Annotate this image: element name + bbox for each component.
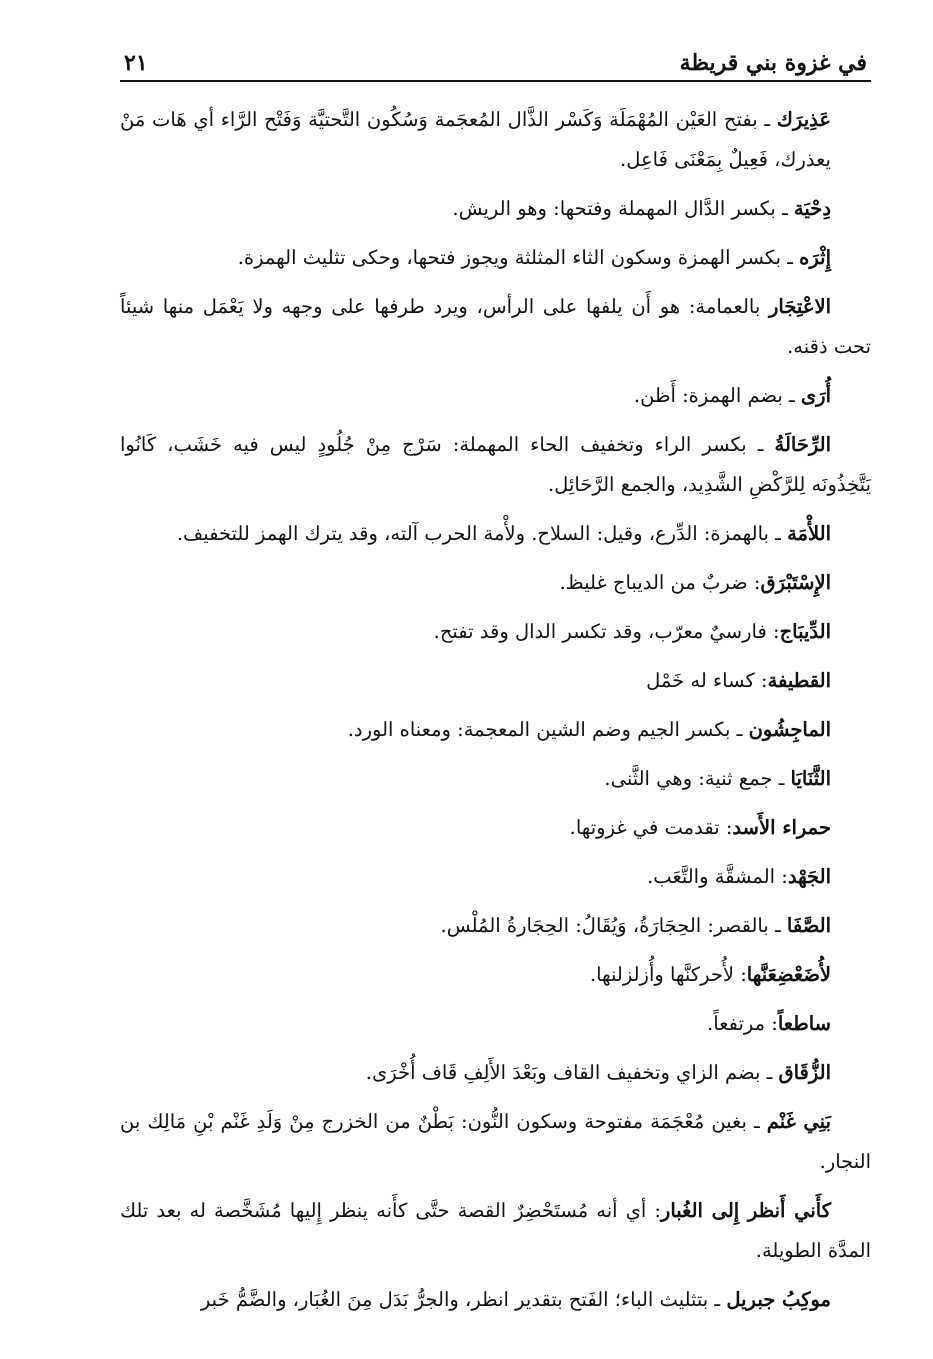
- entry-term: الثَّنَايَا: [790, 767, 831, 790]
- entry-text: ـ بالقصر: الحِجَارَةُ، وَيُقَالُ: الحِجَارةُ المُلْس.: [440, 914, 787, 937]
- entry-term: الصَّفَا: [786, 914, 831, 937]
- glossary-entry: [120, 514, 871, 554]
- entry-term: الرِّحَالَةُ: [774, 433, 831, 456]
- entry-term: ساطعاً: [777, 1012, 831, 1035]
- glossary-entry: [120, 1191, 871, 1271]
- entry-text: : كساء له خَمْل: [646, 669, 768, 692]
- running-title: في غزوة بني قريظة: [679, 50, 867, 76]
- glossary-entry: [120, 287, 871, 367]
- entry-text: : تقدمت في غزوتها.: [569, 816, 733, 839]
- entry-text: ـ بضم الهمزة: أَظن.: [633, 384, 801, 407]
- glossary-entry: [120, 808, 871, 848]
- entry-term: دِحْيَة: [793, 197, 831, 220]
- glossary-entry: [120, 238, 871, 278]
- entry-text: ـ بالهمزة: الدِّرع، وقيل: السلاح. ولأْمة الحرب آلته، وقد يترك الهمز للتخفيف.: [176, 522, 788, 545]
- entry-text: ـ بغين مُعْجَمَة مفتوحة وسكون النُّون: بَطْنٌ من الخزرج مِنْ وَلَدِ غَنْم بْنِ مَالِك بن النجار.: [120, 1110, 871, 1173]
- entry-text: ـ جمع ثنية: وهي الثَّنى.: [604, 767, 791, 790]
- book-page: [120, 40, 871, 1339]
- entry-text: : فارسيٌ معرّب، وقد تكسر الدال وقد تفتح.: [433, 620, 780, 643]
- entry-term: حمراء الأَسد: [732, 816, 831, 839]
- glossary-entry: [120, 1102, 871, 1182]
- entry-text: : أي أنه مُستَحْضِرٌ القصة حتَّى كأَنه ينظر إِليها مُشَخَّصة له بعد تلك المدَّة الطويلة.: [120, 1199, 871, 1262]
- glossary-entry: [120, 1004, 871, 1044]
- entry-term: الإِسْتَبْرَق: [760, 571, 831, 594]
- entry-term: الدِّيبَاج: [779, 620, 831, 643]
- entry-term: بَنِي غَنْم: [766, 1110, 831, 1133]
- glossary-entry: [120, 1280, 871, 1320]
- glossary-body: [120, 100, 871, 1320]
- entry-term: القطيفة: [767, 669, 831, 692]
- entry-text: ـ بكسر الراء وتخفيف الحاء المهملة: سَرْج مِنْ جُلُودٍ ليس فيه خَشَب، كَانُوا يَتَّخِذُونَه لِلرَّكْضِ الشَّدِيد، والجمع الرَّحَائِل.: [120, 433, 871, 496]
- entry-text: ـ بفتح العَيْن المُهْمَلَة وَكَسْر الذَّال المُعجَمة وَسُكُون التَّحتيَّة وَفَتْح الرَّاء أي هَات مَنْ يعذرك، فَعِيلٌ بِمَعْنَى فَاعِل.: [120, 108, 831, 171]
- page-header: [120, 40, 871, 82]
- glossary-entry: [120, 189, 871, 229]
- entry-term: موكِبُ جبريل: [726, 1288, 831, 1311]
- glossary-entry: [120, 612, 871, 652]
- entry-text: : مرتفعاً.: [707, 1012, 778, 1035]
- glossary-entry: [120, 857, 871, 897]
- glossary-entry: [120, 425, 871, 505]
- entry-term: لأُضَعْضِعَنَّها: [746, 963, 831, 986]
- entry-term: إِثْرَه: [799, 246, 831, 269]
- glossary-entry: [120, 376, 871, 416]
- entry-text: : المشقَّة والتَّعَب.: [647, 865, 788, 888]
- entry-term: اللأْمَة: [787, 522, 831, 545]
- glossary-entry: [120, 906, 871, 946]
- entry-text: ـ بتثليث الباء؛ الفَتح بتقدير انظر، والجرُّ بَدَل مِنَ الغُبَار، والضَّمُّ خَبر: [200, 1288, 727, 1311]
- glossary-entry: [120, 759, 871, 799]
- entry-text: : لأُحركنَّها وأُزلزلنها.: [589, 963, 747, 986]
- glossary-entry: [120, 661, 871, 701]
- entry-term: أُرَى: [800, 384, 831, 407]
- entry-text: ـ بضم الزاي وتخفيف القاف وبَعْدَ الأَلِفِ قَاف أُخْرَى.: [365, 1061, 779, 1084]
- glossary-entry: [120, 1053, 871, 1093]
- entry-term: الزُّقَاق: [778, 1061, 831, 1084]
- glossary-entry: [120, 955, 871, 995]
- entry-term: الجَهْد: [787, 865, 831, 888]
- entry-term: كأَني أَنظر إِلى الغُبار: [660, 1199, 831, 1222]
- glossary-entry: [120, 100, 871, 180]
- entry-text: : ضربٌ من الديباج غليظ.: [559, 571, 761, 594]
- entry-text: ـ بكسر الدَّال المهملة وفتحها: وهو الريش.: [452, 197, 794, 220]
- page-number: ٢١: [124, 50, 148, 76]
- glossary-entry: [120, 563, 871, 603]
- entry-term: الاعْتِجَار: [768, 295, 831, 318]
- entry-term: عَذِيرَك: [776, 108, 831, 131]
- entry-text: ـ بكسر الهمزة وسكون الثاء المثلثة ويجوز فتحها، وحكى تثليث الهمزة.: [237, 246, 800, 269]
- entry-term: الماجِشُون: [748, 718, 831, 741]
- entry-text: ـ بكسر الجيم وضم الشين المعجمة: ومعناه الورد.: [347, 718, 749, 741]
- entry-text: بالعمامة: هو أَن يلفها على الرأس، ويرد طرفها على وجهه ولا يَعْمَل منها شيئاً تحت ذقنه.: [120, 295, 871, 358]
- glossary-entry: [120, 710, 871, 750]
